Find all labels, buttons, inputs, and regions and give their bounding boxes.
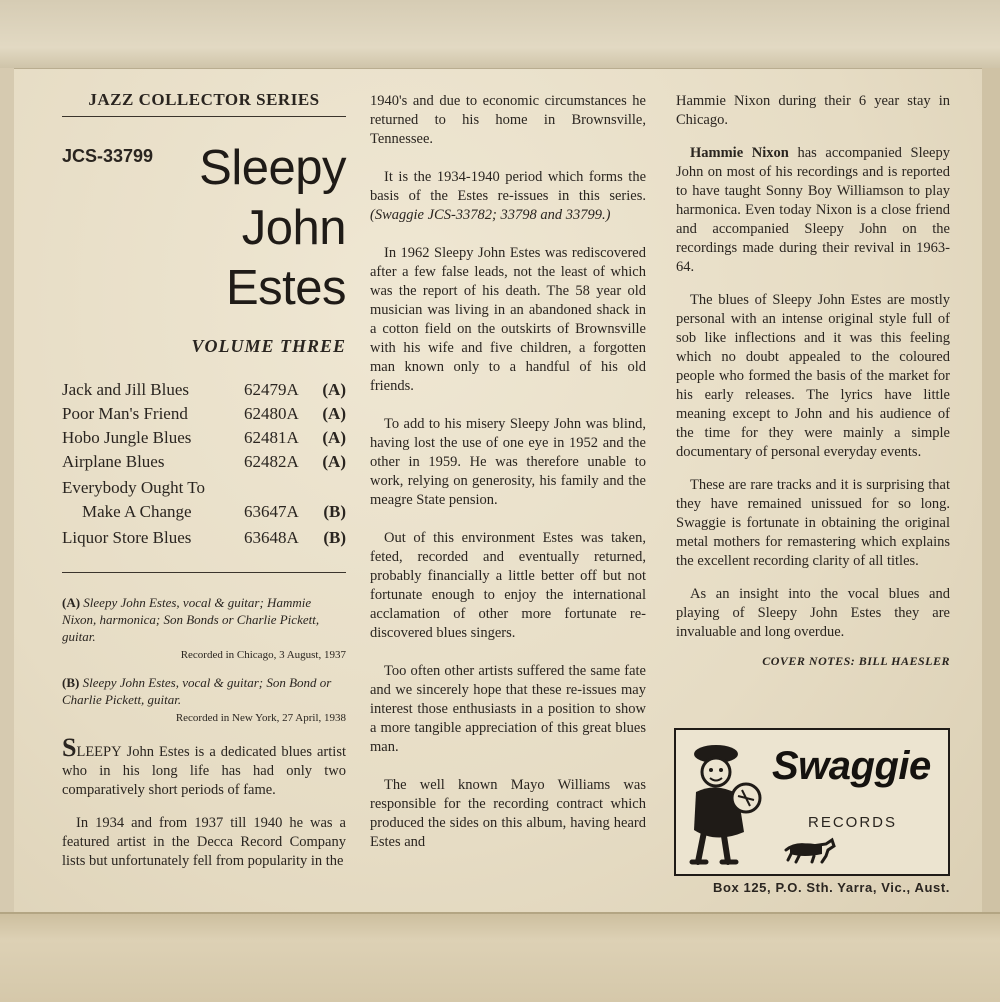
series-title: JAZZ COLLECTOR SERIES	[62, 90, 346, 117]
paragraph-text: It is the 1934-1940 period which forms the basis of the Estes re-issues in this series.	[370, 169, 646, 204]
credit-b-recorded: Recorded in New York, 27 April, 1938	[175, 712, 346, 724]
liner-paragraph	[676, 144, 950, 277]
swaggie-logo-box	[674, 728, 950, 876]
liner-paragraph: The blues of Sleepy John Estes are mostly personal with an intense original style full of sob like inflections and it was this feeling which no doubt appealed to the coloured people who formed the basis of the market for his early releases. The lyrics have little meaning except to John and his audience of the time for they were mainly a simple documentary of personal everyday events.	[676, 292, 950, 460]
track-side: (B)	[323, 528, 346, 547]
personnel-credits	[62, 594, 346, 737]
records-label: RECORDS	[808, 814, 898, 831]
track-row	[62, 402, 346, 426]
track-matrix: 62479A	[244, 380, 299, 399]
credit-a-recorded: Recorded in Chicago, 3 August, 1937	[180, 649, 346, 661]
cover-notes-credit: COVER NOTES: BILL HAESLER	[762, 654, 950, 668]
liner-paragraph: In 1934 and from 1937 till 1940 he was a featured artist in the Decca Record Company lists but unfortunately fell from popularity in the	[62, 815, 346, 869]
liner-paragraph: These are rare tracks and it is surprising that they have remained unissued for so long. Swaggie is fortunate in obtaining the original metal mothers for remastering which explains the excellent recording clarity of all titles.	[676, 477, 950, 569]
track-row	[62, 450, 346, 474]
paragraph-text: John Estes is a dedicated blues artist who in his long life has had only two comparatively short periods of fame.	[62, 744, 346, 798]
sleeve-bottom-edge	[0, 912, 1000, 1002]
track-title: Hobo Jungle Blues	[62, 428, 192, 447]
volume-label: VOLUME THREE	[191, 336, 346, 356]
track-title: Jack and Jill Blues	[62, 380, 190, 399]
artist-line-1: Sleepy	[199, 141, 346, 195]
dog-icon	[782, 836, 838, 864]
track-side: (A)	[322, 428, 346, 447]
track-matrix: 62482A	[244, 452, 299, 471]
sleeve-right-edge	[982, 68, 1000, 912]
track-title: Liquor Store Blues	[62, 528, 192, 547]
sleeve-top-edge	[0, 0, 1000, 69]
track-side: (A)	[322, 404, 346, 423]
liner-paragraph: Hammie Nixon during their 6 year stay in Chicago.	[676, 93, 950, 128]
liner-paragraph: In 1962 Sleepy John Estes was rediscovered after a few false leads, not the least of which was the report of his death. The 58 year old musician was living in an abandoned shack in a cotton field on the outskirts of Brownsville with his wife and five children, a forgotten man known only to a handful of his old friends.	[370, 245, 646, 394]
credit-a-label: (A)	[62, 595, 81, 610]
track-side: (A)	[322, 380, 346, 399]
credit-a-text: Sleepy John Estes, vocal & guitar; Hammie Nixon, harmonica; Son Bonds or Charlie Pickett, guitar.	[62, 595, 320, 644]
series-header	[62, 90, 346, 117]
catalog-number: JCS-33799	[62, 146, 154, 166]
artist-line-2: John	[241, 201, 346, 255]
track-title	[62, 476, 244, 524]
opening-caps: LEEPY	[76, 744, 122, 760]
reissue-reference: (Swaggie JCS-33782; 33798 and 33799.)	[370, 207, 611, 223]
liner-paragraph: The well known Mayo Williams was responsible for the recording contract which produced the sides on this album, having heard Estes and	[370, 777, 646, 850]
drop-cap: S	[62, 733, 77, 762]
track-title-line-2: Make A Change	[82, 502, 192, 521]
bold-name: Hammie Nixon	[690, 145, 789, 161]
track-row	[62, 476, 346, 524]
track-side: (A)	[322, 452, 346, 471]
liner-paragraph: To add to his misery Sleepy John was blind, having lost the use of one eye in 1952 and the other in 1959. He was therefore unable to work, relying on generosity, his family and the meagre State pension.	[370, 416, 646, 508]
track-matrix: 63647A	[244, 502, 299, 521]
track-row	[62, 378, 346, 402]
track-row	[62, 526, 346, 550]
liner-paragraph	[370, 168, 646, 225]
liner-paragraph: As an insight into the vocal blues and playing of Sleepy John Estes they are invaluable and long overdue.	[676, 586, 950, 640]
track-matrix: 63648A	[244, 528, 299, 547]
track-row	[62, 426, 346, 450]
credit-b	[62, 674, 346, 708]
liner-notes-column-2	[370, 92, 646, 871]
track-matrix: 62481A	[244, 428, 299, 447]
sleeve-left-edge	[0, 68, 14, 912]
artist-line-3: Estes	[225, 261, 346, 315]
liner-paragraph: Out of this environment Estes was taken, feted, recorded and eventually returned, probably financially a little better off but not fortunate enough to enjoy the international acclamation of other more fortunate re-discovered blues singers.	[370, 530, 646, 641]
divider	[62, 572, 346, 573]
credit-b-text: Sleepy John Estes, vocal & guitar; Son Bond or Charlie Pickett, guitar.	[62, 675, 332, 707]
swaggie-logo-text: Swaggie	[772, 744, 931, 788]
track-side: (B)	[323, 502, 346, 521]
swagman-mascot-icon	[682, 736, 772, 868]
liner-paragraph	[62, 733, 346, 800]
liner-notes-column-1	[62, 733, 346, 885]
liner-paragraph: 1940's and due to economic circumstances he returned to his home in Brownsville, Tennessee.	[370, 93, 646, 147]
credit-a	[62, 594, 346, 645]
track-matrix: 62480A	[244, 404, 299, 423]
liner-paragraph: Too often other artists suffered the same fate and we sincerely hope that these re-issues may interest those enthusiasts in a position to show a more tangible appreciation of this great blues man.	[370, 663, 646, 755]
label-address: Box 125, P.O. Sth. Yarra, Vic., Aust.	[712, 880, 950, 895]
paragraph-text: has accompanied Sleepy John on most of his recordings and is reported to have taught Sonny Boy Williamson to play harmonica. Even today Nixon is a close friend and accompanied Sleepy John on the recordings made during their revival in 1963-64.	[676, 145, 950, 275]
credit-b-label: (B)	[62, 675, 80, 690]
track-title: Poor Man's Friend	[62, 404, 188, 423]
track-title: Airplane Blues	[62, 452, 165, 471]
liner-notes-column-3	[676, 92, 950, 671]
track-title-line-1: Everybody Ought To	[62, 478, 205, 497]
artist-name	[160, 138, 346, 318]
track-list	[62, 378, 346, 550]
